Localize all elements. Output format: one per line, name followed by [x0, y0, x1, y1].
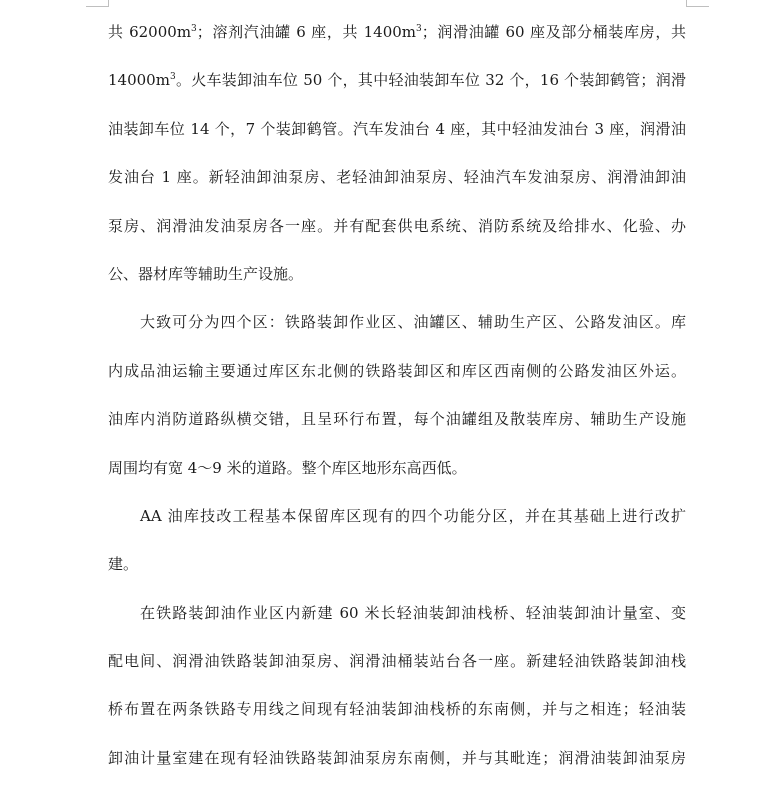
paragraph-2-line-3: [108, 401, 686, 449]
text-run: 配电间、润滑油铁路装卸油泵房、润滑油桶装站台各一座。新建轻油铁路装卸油栈: [108, 652, 686, 671]
text-run: 内成品油运输主要通过库区东北侧的铁路装卸区和库区西南侧的公路发油区外运。: [108, 361, 686, 380]
paragraph-2-line-2: [108, 353, 686, 401]
text-run: 14000m: [108, 71, 170, 90]
text-run: 共 62000m: [108, 23, 192, 41]
paragraph-4-line-3: [108, 691, 686, 739]
text-run: 泵房、润滑油发油泵房各一座。并有配套供电系统、消防系统及给排水、化验、办: [108, 216, 686, 235]
paragraph-4-line-2: [108, 643, 686, 691]
crop-mark-right: [686, 0, 709, 7]
text-run: 大致可分为四个区：铁路装卸作业区、油罐区、辅助生产区、公路发油区。库: [140, 313, 686, 332]
paragraph-1-line-6: [108, 256, 686, 304]
text-run: 周围均有宽 4～9 米的道路。整个库区地形东高西低。: [108, 458, 467, 477]
paragraph-4-line-1: [108, 595, 686, 643]
paragraph-3-line-2: [108, 546, 686, 594]
text-run: 卸油计量室建在现有轻油铁路装卸油泵房东南侧，并与其毗连；润滑油装卸油泵房: [108, 748, 686, 767]
text-run: 公、器材库等辅助生产设施。: [108, 264, 304, 283]
text-run: 在铁路装卸油作业区内新建 60 米长轻油装卸油栈桥、轻油装卸油计量室、变: [140, 603, 686, 622]
paragraph-1-line-5: [108, 208, 686, 256]
text-run: ；溶剂汽油罐 6 座，共 1400m: [196, 23, 417, 41]
paragraph-3-line-1: [108, 498, 686, 546]
paragraph-1-line-4: [108, 159, 686, 207]
paragraph-1-line-1: [108, 14, 686, 62]
text-run: 发油台 1 座。新轻油卸油泵房、老轻油卸油泵房、轻油汽车发油泵房、润滑油卸油: [108, 168, 686, 187]
crop-mark-left: [86, 0, 109, 7]
text-run: 油装卸车位 14 个，7 个装卸鹤管。汽车发油台 4 座，其中轻油发油台 3 座，润滑油: [108, 119, 686, 138]
paragraph-1-line-2: [108, 62, 686, 110]
text-run: 桥布置在两条铁路专用线之间现有轻油装卸油栈桥的东南侧，并与之相连；轻油装: [108, 700, 686, 719]
paragraph-2-line-4: [108, 450, 686, 498]
paragraph-2-line-1: [108, 304, 686, 352]
text-run: AA 油库技改工程基本保留库区现有的四个功能分区，并在其基础上进行改扩: [140, 506, 686, 525]
superscript: 3: [191, 24, 197, 34]
text-run: 油库内消防道路纵横交错，且呈环行布置，每个油罐组及散装库房、辅助生产设施: [108, 410, 686, 429]
superscript: 3: [416, 24, 422, 34]
text-run: 。火车装卸油车位 50 个，其中轻油装卸车位 32 个，16 个装卸鹤管；润滑: [175, 71, 686, 90]
paragraph-1-line-3: [108, 111, 686, 159]
paragraph-4-line-4: [108, 740, 686, 788]
document-body: [108, 14, 686, 788]
text-run: ；润滑油罐 60 座及部分桶装库房，共: [421, 23, 687, 41]
superscript: 3: [169, 72, 176, 83]
text-run: 建。: [108, 555, 139, 574]
